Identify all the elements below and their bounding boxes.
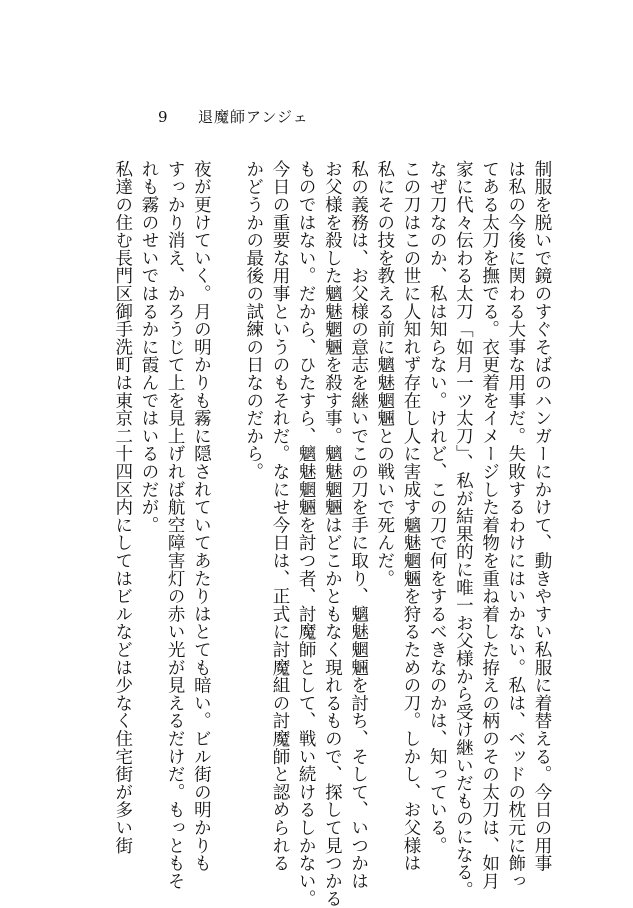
section-break (214, 160, 240, 800)
text-line: 私の義務は、お父様の意志を継いでこの刀を手に取り、魑魅魍魎を討ち、そして、いつかは (348, 160, 369, 890)
text-line: は私の今後に関わる大事な用事だ。失敗するわけにはいかない。私は、ベッドの枕元に飾っ (505, 160, 526, 890)
text-line: なぜ刀なのか、私は知らない。けれど、この刀で何をするべきなのかは、知っている。 (427, 160, 448, 855)
text-line: ものではない。だから、ひたすら、魑魅魍魎を討つ者、討魔師として、戦い続けるしかない。 (296, 160, 317, 908)
page-number: 9 (158, 108, 168, 126)
text-line: この刀はこの世に人知れず存在し人に害成す魑魅魍魎を狩るための刀。しかし、お父様は (400, 160, 421, 872)
text-line: 家に代々伝わる太刀「如月一ツ太刀」、私が結果的に唯一お父様から受け継いだものになる。 (453, 160, 474, 899)
text-line: 今日の重要な用事というのもそれだ。なにせ今日は、正式に討魔組の討魔師と認められる (269, 160, 290, 872)
body-text (110, 160, 555, 908)
text-line: 私達の住む長門区御手洗町は東京二十四区内にしてはビルなどは少なく住宅街が多い街 (112, 160, 133, 855)
running-head: 退魔師アンジェ (198, 108, 309, 126)
text-line: お父様を殺した魑魅魍魎を殺す事。魑魅魍魎はどこかともなく現れるもので、探して見つかる (322, 160, 343, 908)
text-line: 制服を脱いで鏡のすぐそばのハンガーにかけて、動きやすい私服に着替える。今日の用事 (532, 160, 552, 872)
text-line: てある太刀を撫でる。衣更着をイメージした着物を重ね着した拵えの柄のその太刀は、如月 (479, 160, 500, 890)
text-line: 私にその技を教える前に魑魅魍魎との戦いで死んだ。 (374, 160, 395, 588)
text-line: 夜が更けていく。月の明かりも霧に隠されていてあたりはとても暗い。ビル街の明かりも (191, 160, 212, 872)
text-line: かどうかの最後の試練の日なのだから。 (243, 160, 264, 481)
text-line: すっかり消え、かろうじて上を見上げれば航空障害灯の赤い光が見えるだけだ。もっともそ (165, 160, 186, 890)
text-line: れも霧のせいではるかに霞んではいるのだが。 (138, 160, 159, 534)
